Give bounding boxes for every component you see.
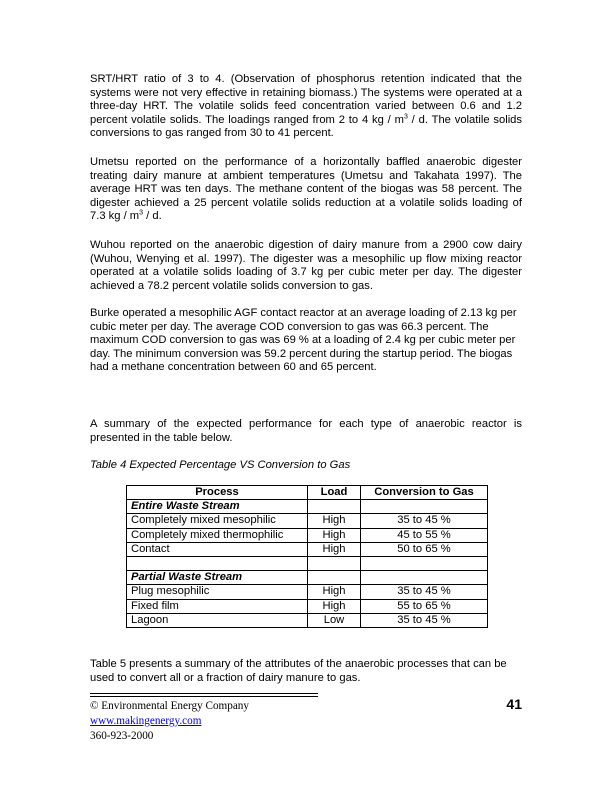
- table-header-row: [127, 486, 488, 500]
- page-number: 41: [506, 696, 522, 712]
- table-group-row: [127, 571, 488, 585]
- column-header: Process: [127, 486, 308, 500]
- footer-rule: [90, 696, 318, 697]
- table-cell: [361, 571, 488, 585]
- footer-company: © Environmental Energy Company: [90, 700, 249, 712]
- paragraph-burke: Burke operated a mesophilic AGF contact reactor at an average loading of 2.13 kg per cubic meter per day. The average COD conversion to gas was 66.3 percent. The maximum COD conversion to gas was 69 % at a loading of 2.4 kg per cubic meter per day. The minimum conversion was 59.2 percent during the startup period. The biogas had a methane concentration between 60 and 65 percent.: [90, 307, 517, 374]
- footer-phone: 360-923-2000: [90, 730, 154, 742]
- table-cell: Completely mixed mesophilic: [127, 514, 308, 528]
- paragraph-text: SRT/HRT ratio of 3 to 4. (Observation of phosphorus retention indicated that the systems were not very effective in retaining biomass.) The systems were operated at a three-day HRT. The volatile solids feed concentration varied between 0.6 and 1.2 percent volatile solids. The loadings ranged from 2 to 4 kg / m: [90, 73, 522, 126]
- table-cell: 35 to 45 %: [361, 585, 488, 599]
- group-title: Partial Waste Stream: [127, 571, 308, 585]
- table-cell: 45 to 55 %: [361, 528, 488, 542]
- table-row: [127, 542, 488, 556]
- footer: [90, 699, 249, 744]
- table-cell: Low: [308, 613, 361, 627]
- superscript: 3: [403, 113, 408, 121]
- paragraph-text: Umetsu reported on the performance of a horizontally baffled anaerobic digester treating dairy manure at ambient temperatures (Umetsu and Takahata 1997). The average HRT was ten days. The methane content of the biogas was 58 percent. The digester achieved a 25 percent volatile solids reduction at a volatile solids loading of 7.3 kg / m: [90, 156, 522, 223]
- column-header: Load: [308, 486, 361, 500]
- paragraph-umetsu: [90, 156, 522, 224]
- column-header: Conversion to Gas: [361, 486, 488, 500]
- table-row: [127, 613, 488, 627]
- table-spacer-row: [127, 557, 488, 571]
- paragraph-summary-intro: A summary of the expected performance for each type of anaerobic reactor is presented in the table below.: [90, 418, 522, 444]
- table-cell: [308, 571, 361, 585]
- table-cell: [361, 500, 488, 514]
- table-cell: Plug mesophilic: [127, 585, 308, 599]
- table-cell: 50 to 65 %: [361, 542, 488, 556]
- footer-website-link[interactable]: www.makingenergy.com: [90, 715, 202, 727]
- group-title: Entire Waste Stream: [127, 500, 308, 514]
- table-row: [127, 585, 488, 599]
- paragraph-text: / d.: [143, 210, 162, 223]
- paragraph-wuhou: Wuhou reported on the anaerobic digestion of dairy manure from a 2900 cow dairy (Wuhou, Wenying et al. 1997). The digester was a mesophilic up flow mixing reactor operated at a volatile solids loading of 3.7 kg per cubic meter per day. The digester achieved a 78.2 percent volatile solids conversion to gas.: [90, 239, 522, 292]
- table-cell: High: [308, 528, 361, 542]
- table-cell: [308, 557, 361, 571]
- table-cell: [127, 557, 308, 571]
- table-cell: Contact: [127, 542, 308, 556]
- table-row: [127, 514, 488, 528]
- paragraph-text: / d. The volatile solids conversions to gas ranged from 30 to 41 percent.: [90, 113, 522, 140]
- paragraph-srt-hrt: [90, 73, 522, 141]
- table-cell: [361, 557, 488, 571]
- table-row: [127, 528, 488, 542]
- paragraph-table5-intro: Table 5 presents a summary of the attributes of the anaerobic processes that can be used to convert all or a fraction of dairy manure to gas.: [90, 658, 507, 684]
- table-cell: Lagoon: [127, 613, 308, 627]
- footer-rule: [90, 693, 318, 694]
- table-group-row: [127, 500, 488, 514]
- table-row: [127, 599, 488, 613]
- superscript: 3: [139, 209, 144, 217]
- table-cell: Completely mixed thermophilic: [127, 528, 308, 542]
- table-cell: 55 to 65 %: [361, 599, 488, 613]
- table-cell: High: [308, 542, 361, 556]
- performance-table: [126, 485, 488, 628]
- table-cell: [308, 500, 361, 514]
- table-cell: High: [308, 585, 361, 599]
- table-cell: 35 to 45 %: [361, 514, 488, 528]
- table-cell: High: [308, 599, 361, 613]
- table-cell: 35 to 45 %: [361, 613, 488, 627]
- table-cell: Fixed film: [127, 599, 308, 613]
- table-cell: High: [308, 514, 361, 528]
- table-caption: Table 4 Expected Percentage VS Conversion to Gas: [90, 459, 351, 471]
